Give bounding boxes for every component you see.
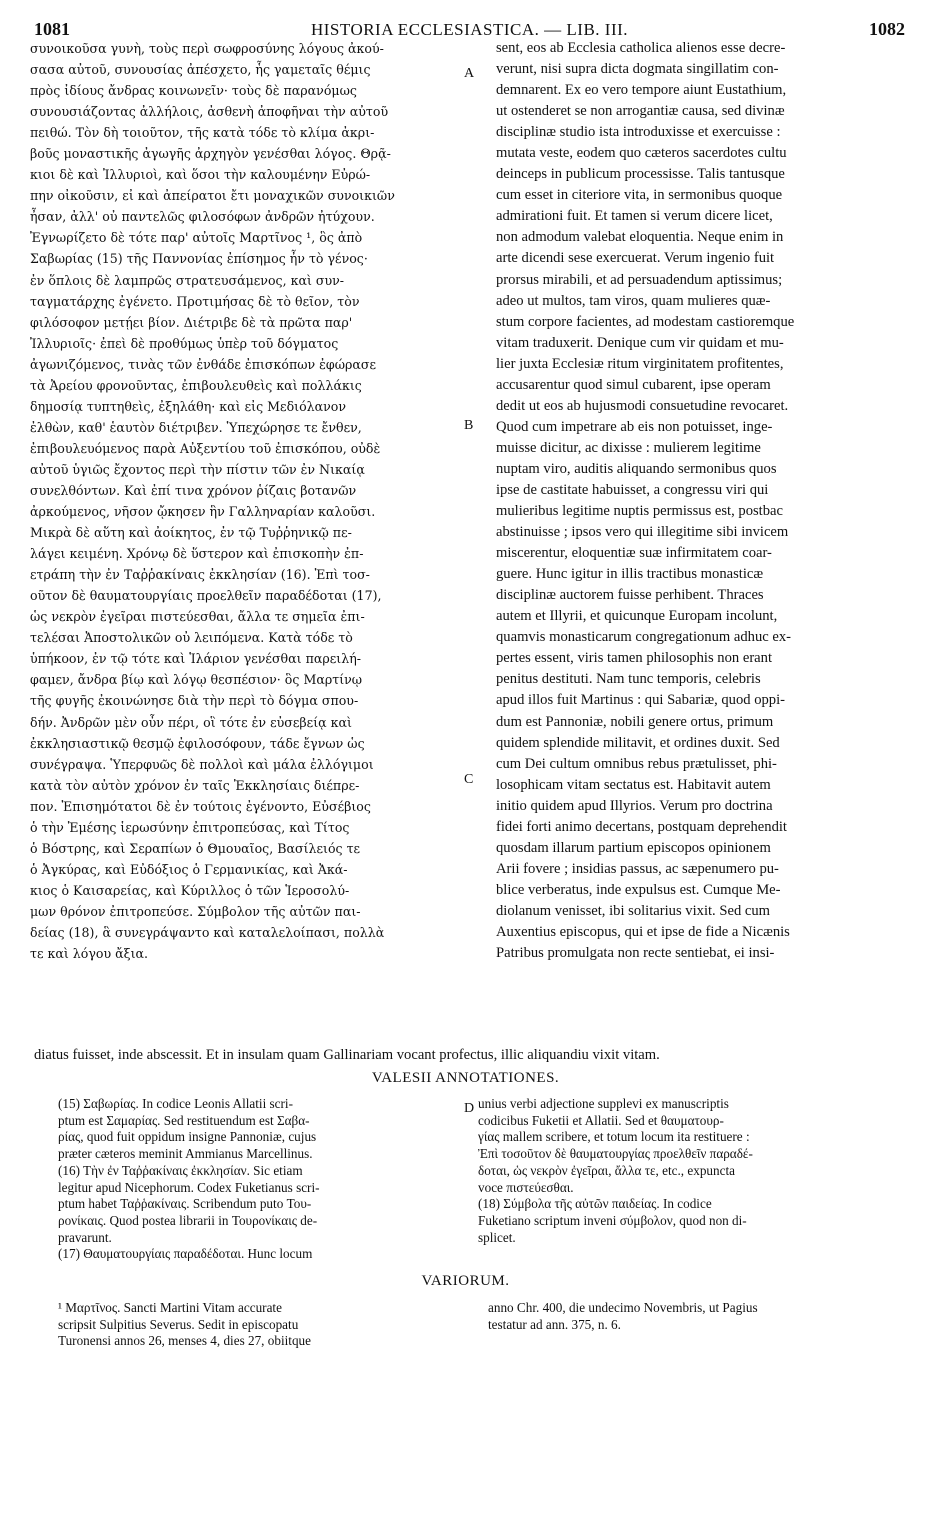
- text-line: (18) Σύμβολα τῆς αὐτῶν παιδείας. In codice: [478, 1196, 712, 1212]
- variorum-notes-right: [488, 1300, 898, 1333]
- text-line: σασα αὐτοῦ, συνουσίας ἀπέσχετο, ἧς γαμεταῖς θέμις: [30, 62, 371, 78]
- text-line: τε καὶ λόγου ἄξια.: [30, 946, 149, 962]
- text-line: diolanum venisset, ibi solitarius vixit. Sed cum: [496, 902, 771, 919]
- full-width-tail-line: diatus fuisset, inde abscessit. Et in insulam quam Gallinariam vocant profectus, illic aliquandiu vixit vitam.: [34, 1047, 660, 1063]
- text-line: anno Chr. 400, die undecimo Novembris, ut Pagius: [488, 1300, 758, 1315]
- text-line: ρίας, quod fuit oppidum insigne Pannoniæ, cujus: [58, 1129, 317, 1145]
- text-line: quamvis monasticarum congregationum adhuc ex-: [496, 629, 792, 646]
- text-line: ἐπιβουλευόμενος παρὰ Αὐξεντίου τοῦ ἐπισκόπου, οὐδὲ: [30, 440, 381, 456]
- text-line: dedit ut eos ab hujusmodi consuetudine revocaret.: [496, 397, 789, 414]
- text-line: ἀρκούμενος, νῆσον ᾤκησεν ἣν Γαλληναρίαν καλοῦσι.: [30, 504, 376, 520]
- text-line: τῆς φυγῆς ἐκοινώνησε διὰ τὴν περὶ τὸ δόγμα σπου-: [30, 693, 359, 709]
- text-line: mutata veste, eodem quo cæteros sacerdotes cultu: [496, 145, 787, 162]
- text-line: demnarent. Ex eo vero tempore aiunt Eustathium,: [496, 82, 787, 99]
- text-line: ρονίκαις. Quod postea librarii in Τουρονίκαις de-: [58, 1212, 318, 1228]
- text-line: deinceps in publicum processisse. Talis tantusque: [496, 166, 785, 183]
- text-line: λάγει κειμένη. Χρόνῳ δὲ ὕστερον καὶ ἐπισκοπὴν ἐπ-: [30, 546, 364, 562]
- text-line: Auxentius episcopus, qui et ipse de fide a Nicænis: [496, 923, 790, 940]
- text-line: unius verbi adjectione supplevi ex manuscriptis: [478, 1096, 729, 1111]
- text-line: ὡς νεκρὸν ἐγεῖραι πιστεύεσθαι, ἄλλα τε σημεῖα ἐπι-: [30, 609, 365, 625]
- text-line: adeo ut multos, tam viros, quam mulieres quæ-: [496, 292, 771, 309]
- text-line: ὁ τὴν Ἐμέσης ἱερωσύνην ἐπιτροπεύσας, καὶ Τίτος: [30, 819, 350, 835]
- text-line: (15) Σαβωρίας. In codice Leonis Allatii scri-: [58, 1096, 293, 1111]
- text-line: δήν. Ἀνδρῶν μὲν οὖν πέρι, οἳ τότε ἐν εὐσεβείᾳ καὶ: [30, 714, 352, 730]
- text-line: guere. Hunc igitur in illis tractibus monasticæ: [496, 566, 764, 583]
- text-line: quosdam illarum partium episcopos opinionem: [496, 839, 771, 856]
- text-line: vitam traduxerit. Denique cum vir quidam et mu-: [496, 334, 784, 351]
- text-line: prorsus mirabili, et ad persuadendum aptissimus;: [496, 271, 783, 288]
- text-line: admirationi fuit. Et tamen si verum dicere licet,: [496, 208, 773, 225]
- text-line: Arii fovere ; insidias passus, ac sæpenumero pu-: [496, 860, 779, 877]
- text-line: ipse de castitate habuisset, a congressu viri qui: [496, 481, 769, 498]
- text-line: οῦτον δὲ θαυματουργίαις προελθεῖν παραδέδοται (17),: [30, 588, 382, 604]
- margin-marker-b: B: [464, 418, 474, 433]
- text-line: συνοικοῦσα γυνὴ, τοὺς περὶ σωφροσύνης λόγους ἀκού-: [30, 41, 384, 56]
- text-line: losophicam vitam sectatus est. Habitavit autem: [496, 776, 771, 793]
- text-line: γίας mallem scribere, et totum locum ita restituere :: [478, 1129, 750, 1145]
- text-line: Ἐγνωρίζετο δὲ τότε παρ' αὐτοῖς Μαρτῖνος ¹, ὃς ἀπὸ: [30, 230, 363, 246]
- text-line: φιλόσοφον μετῄει βίον. Διέτριβε δὲ τὰ πρῶτα παρ': [30, 314, 353, 330]
- text-line: mulieribus legitime nuptis permissus est, postbac: [496, 503, 783, 520]
- text-line: Quod cum impetrare ab eis non potuisset, inge-: [496, 418, 773, 435]
- text-line: τὰ Ἀρείου φρονοῦντας, ἐπιβουλευθεὶς καὶ πολλάκις: [30, 377, 362, 393]
- text-line: πρὸς ἰδίους ἄνδρας κοινωνεῖν· τοὺς δὲ παρανόμως: [30, 83, 357, 99]
- text-line: dum est Pannoniæ, nobili genere ortus, primum: [496, 713, 774, 730]
- text-line: ἦσαν, ἀλλ' οὐ παντελῶς φιλοσόφων ἀνδρῶν ἠτύχουν.: [30, 209, 375, 225]
- text-line: accusarentur quod simul cubarent, ipse operam: [496, 376, 771, 393]
- text-line: πην οἰκοῦσιν, εἰ καὶ ἀπείρατοι ἔτι μοναχικῶν συνοικιῶν: [30, 188, 395, 204]
- text-line: initio quidem apud Illyrios. Verum pro doctrina: [496, 797, 773, 814]
- text-line: arte dicendi sese exercuerat. Verum ingenio fuit: [496, 250, 775, 267]
- text-line: συνουσιάζοντας ἀλλήλοις, ἀσθενὴ ἀποφῆναι τὴν αὐτοῦ: [30, 104, 389, 120]
- text-line: legitur apud Nicephorum. Codex Fuketianus scri-: [58, 1179, 320, 1195]
- text-line: δημοσίᾳ τυπτηθεὶς, ἐξηλάθη· καὶ εἰς Μεδιόλανον: [30, 398, 347, 414]
- text-line: quidem splendide militavit, et ordines duxit. Sed: [496, 734, 780, 751]
- text-line: Ἰλλυριοῖς· ἐπεὶ δὲ προθύμως ὑπὲρ τοῦ δόγματος: [30, 335, 339, 351]
- valesii-heading: VALESII ANNOTATIONES.: [371, 1070, 560, 1086]
- page-number-right: 1082: [868, 19, 905, 39]
- valesii-notes-right: [478, 1096, 898, 1246]
- text-line: cum esset in citeriore vita, in sermonibus quoque: [496, 187, 783, 204]
- text-line: fidei forti animo decertans, postquam deprehendit: [496, 818, 787, 835]
- text-line: Turonensi annos 26, menses 4, dies 27, obiitque: [58, 1333, 311, 1349]
- text-line: ὑπήκοον, ἐν τῷ τότε καὶ Ἱλάριον γενέσθαι παρειλή-: [30, 651, 361, 667]
- text-line: ἐλθὼν, καθ' ἑαυτὸν διέτριβεν. Ὑπεχώρησε τε ἔνθεν,: [30, 419, 362, 435]
- latin-text-column: [496, 38, 901, 964]
- text-line: miscerentur, eloquentiæ suæ infirmitatem coar-: [496, 545, 772, 562]
- text-line: τελέσαι Ἀποστολικῶν οὐ λειπόμενα. Κατὰ τόδε τὸ: [30, 630, 353, 646]
- text-line: ptum habet Ταῤῥακίναις. Scribendum puto Του-: [58, 1196, 312, 1212]
- text-line: Ἐπὶ τοσοῦτον δὲ θαυματουργίας προελθεῖν παραδέ-: [478, 1146, 753, 1162]
- text-line: πον. Ἐπισημότατοι δὲ ἐν τούτοις ἐγένοντο, Εὐσέβιος: [30, 798, 371, 814]
- text-line: codicibus Fuketii et Allatii. Sed et θαυματουρ-: [478, 1112, 724, 1128]
- variorum-heading: VARIORUM.: [421, 1273, 510, 1289]
- text-line: scripsit Sulpitius Severus. Sedit in episcopatu: [58, 1316, 299, 1332]
- text-line: autem et Illyrii, et quicunque Europam incolunt,: [496, 608, 778, 625]
- variorum-notes-left: [58, 1300, 468, 1350]
- text-line: blice verberatus, inde expulsus est. Cumque Me-: [496, 881, 781, 898]
- text-line: κατὰ τὸν αὐτὸν χρόνον ἐν ταῖς Ἐκκλησίαις διέπρε-: [30, 777, 360, 793]
- text-line: nuptam viro, auditis aliquando sermonibus quos: [496, 460, 777, 477]
- text-line: apud illos fuit Martinus : qui Sabariæ, quod oppi-: [496, 692, 786, 709]
- text-line: ἐν ὅπλοις δὲ λαμπρῶς στρατευσάμενος, καὶ συν-: [30, 272, 345, 288]
- text-line: splicet.: [478, 1229, 516, 1245]
- text-line: disciplinæ studio ista introduxisse et exercuisse :: [496, 124, 781, 141]
- text-line: non admodum valebat eloquentia. Neque enim in: [496, 229, 784, 246]
- text-line: testatur ad ann. 375, n. 6.: [488, 1316, 621, 1332]
- text-line: δοται, ὡς νεκρὸν ἐγεῖραι, ἄλλα τε, etc., expuncta: [478, 1162, 735, 1178]
- text-line: ¹ Μαρτῖνος. Sancti Martini Vitam accurate: [58, 1300, 282, 1315]
- text-line: muisse dicitur, ac dixisse : mulierem legitime: [496, 439, 761, 456]
- text-line: ptum est Σαμαρίας. Sed restituendum est Σαβα-: [58, 1112, 310, 1128]
- text-line: Fuketiano scriptum inveni σύμβολον, quod non di-: [478, 1212, 747, 1228]
- text-line: ὁ Βόστρης, καὶ Σεραπίων ὁ Θμουαῖος, Βασίλειός τε: [30, 840, 361, 856]
- text-line: ἀγωνιζόμενος, τινὰς τῶν ἐνθάδε ἐπισκόπων ἐφώρασε: [30, 356, 377, 372]
- text-line: verunt, nisi supra dicta dogmata singillatim con-: [496, 61, 779, 78]
- text-line: sent, eos ab Ecclesia catholica alienos esse decre-: [496, 40, 786, 56]
- text-line: stum corpore facientes, ad modestam castioremque: [496, 313, 795, 330]
- margin-marker-c: C: [464, 772, 474, 787]
- page-number-left: 1081: [34, 19, 70, 39]
- text-line: Σαβωρίας (15) τῆς Παννονίας ἐπίσημος ἦν τὸ γένος·: [30, 251, 368, 267]
- margin-marker-d: D: [464, 1101, 475, 1116]
- margin-marker-a: A: [464, 66, 475, 81]
- text-line: ὁ Ἀγκύρας, καὶ Εὐδόξιος ὁ Γερμανικίας, καὶ Ἀκά-: [30, 861, 348, 877]
- text-line: ταγματάρχης ἐγένετο. Προτιμήσας δὲ τὸ θεῖον, τὸν: [30, 293, 360, 309]
- text-line: συνέγραψα. Ὑπερφυῶς δὲ πολλοὶ καὶ μάλα ἐλλόγιμοι: [30, 756, 374, 772]
- text-line: (17) Θαυματουργίαις παραδέδοται. Hunc locum: [58, 1246, 313, 1262]
- text-line: ἐκκλησιαστικῷ θεσμῷ ἐφιλοσόφουν, τάδε ἔγνων ὡς: [30, 735, 365, 751]
- text-line: disciplinæ auctorem fuisse perhibent. Thraces: [496, 587, 764, 604]
- running-title: HISTORIA ECCLESIASTICA. — LIB. III.: [310, 20, 629, 39]
- text-line: συνελθόντων. Καὶ ἐπί τινα χρόνον ῥίζαις βοτανῶν: [30, 482, 357, 498]
- text-line: voce πιστεύεσθαι.: [478, 1179, 574, 1195]
- text-line: κιος ὁ Καισαρείας, καὶ Κύριλλος ὁ τῶν Ἱεροσολύ-: [30, 882, 350, 898]
- valesii-notes-left: [58, 1096, 458, 1263]
- text-line: ut ostenderet se non arrogantiæ causa, sed divinæ: [496, 103, 785, 120]
- page-header: [34, 6, 905, 40]
- text-line: cum Dei cultum omnibus rebus prætulisset, phi-: [496, 755, 777, 772]
- text-line: μων θρόνον ἐπιτροπεύσε. Σύμβολον τῆς αὐτῶν παι-: [30, 903, 361, 919]
- text-line: Μικρὰ δὲ αὕτη καὶ ἀοίκητος, ἐν τῷ Τυῤῥηνικῷ πε-: [30, 525, 352, 541]
- text-line: Patribus promulgata non recte sentiebat, ei insi-: [496, 945, 775, 962]
- text-line: lier juxta Ecclesiæ ritum virginitatem profitentes,: [496, 355, 784, 372]
- text-line: φαμεν, ἄνδρα βίῳ καὶ λόγῳ θεσπέσιον· ὃς Μαρτίνῳ: [30, 672, 363, 688]
- text-line: κιοι δὲ καὶ Ἰλλυριοὶ, καὶ ὅσοι τὴν καλουμένην Εὐρώ-: [30, 167, 371, 183]
- text-line: αὐτοῦ ὑγιῶς ἔχοντος περὶ τὴν πίστιν τῶν ἐν Νικαίᾳ: [30, 461, 365, 477]
- text-line: (16) Τὴν ἐν Ταῤῥακίναις ἐκκλησίαν. Sic etiam: [58, 1162, 303, 1178]
- text-line: abstinuisse ; ipsos vero qui illegitime sibi invicem: [496, 524, 789, 541]
- text-line: penitus destituti. Nam tunc temporis, celebris: [496, 671, 761, 688]
- text-line: pertes essent, viris tamen philosophis non erant: [496, 650, 773, 667]
- text-line: πειθώ. Τὸν δὴ τοιοῦτον, τῆς κατὰ τόδε τὸ κλίμα ἀκρι-: [30, 125, 375, 141]
- text-line: δείας (18), ἃ συνεγράψαντο καὶ καταλελοίπασι, πολλὰ: [30, 924, 385, 940]
- text-line: βοῦς μοναστικῆς ἀγωγῆς ἀρχηγὸν γενέσθαι λόγος. Θρᾷ-: [30, 146, 391, 162]
- greek-text-column: [30, 38, 458, 964]
- text-line: pravarunt.: [58, 1229, 112, 1245]
- text-line: præter cæteros meminit Ammianus Marcellinus.: [58, 1146, 313, 1162]
- text-line: ετράπη τὴν ἐν Ταῤῥακίναις ἐκκλησίαν (16). Ἐπὶ τοσ-: [30, 567, 370, 583]
